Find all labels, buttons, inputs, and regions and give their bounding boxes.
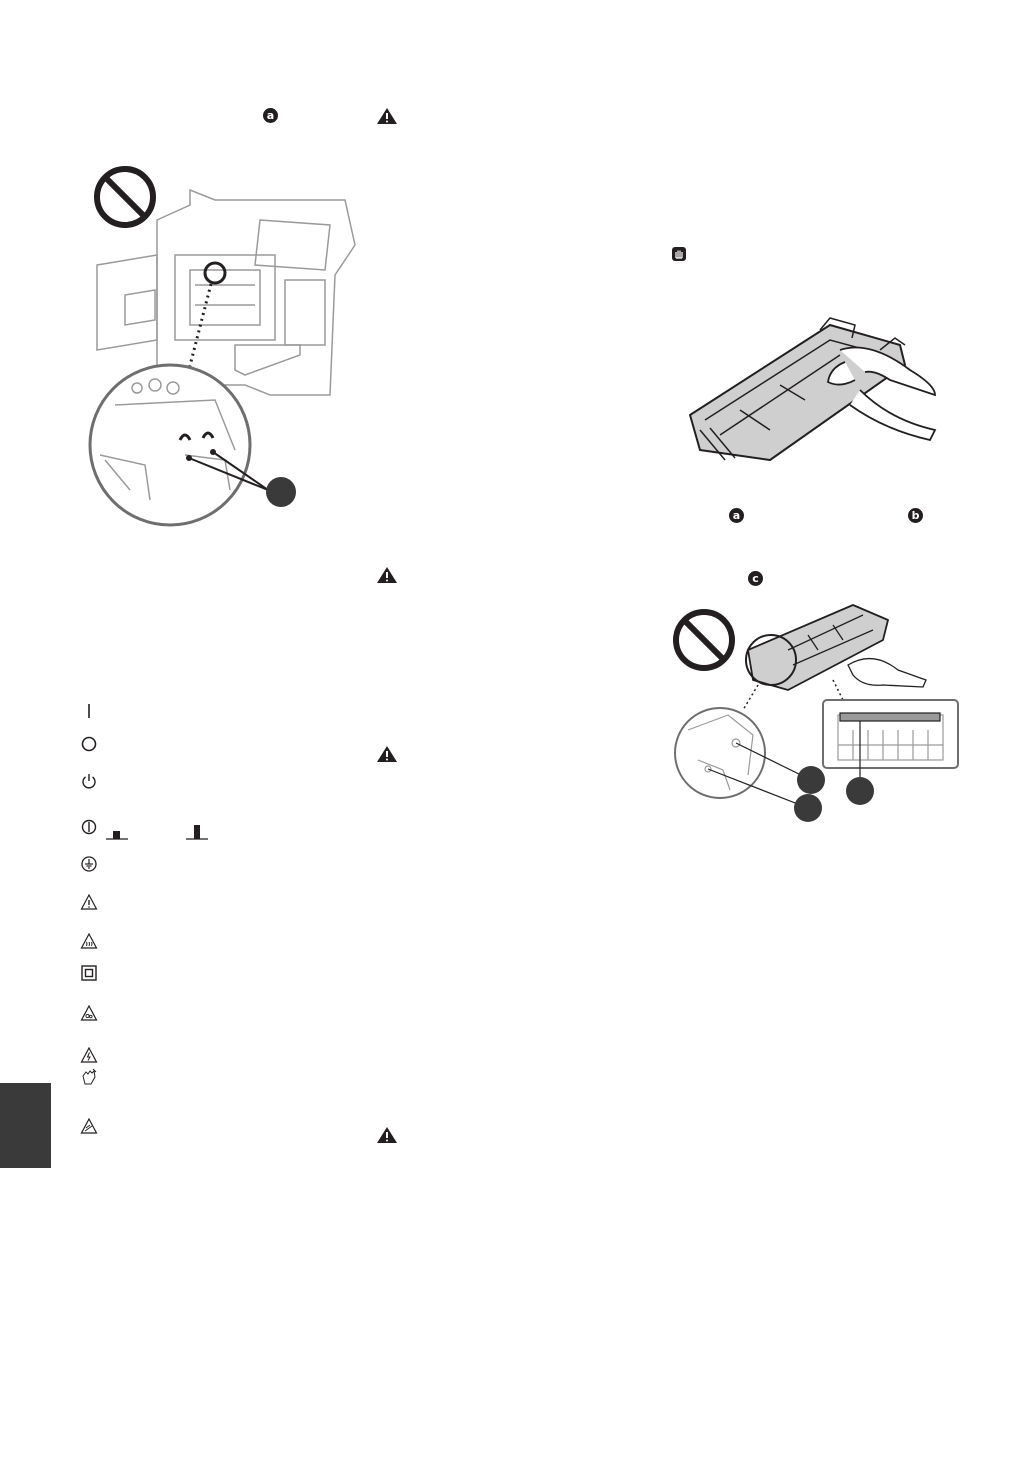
hand-caution-icon bbox=[671, 246, 687, 262]
marker-c: c bbox=[748, 571, 763, 586]
class-ii-icon bbox=[80, 964, 98, 982]
power-off-circle-icon bbox=[80, 735, 98, 753]
section-side-tab bbox=[0, 1083, 51, 1168]
prohibited-sign-icon bbox=[676, 612, 732, 668]
push-push-switch-icon bbox=[80, 818, 98, 836]
callout-circle-a bbox=[266, 477, 296, 507]
switch-position-out-icon bbox=[106, 826, 128, 840]
warning-triangle-icon bbox=[376, 107, 398, 125]
moving-parts-icon bbox=[80, 1004, 98, 1022]
toner-cartridge-held-illustration bbox=[680, 310, 945, 480]
power-on-line-icon bbox=[80, 702, 98, 720]
marker-a-top: a bbox=[263, 108, 278, 123]
hot-surface-icon bbox=[80, 932, 98, 950]
printer-fixing-unit-illustration bbox=[85, 160, 360, 530]
hand-crush-icon bbox=[80, 1068, 98, 1086]
switch-position-in-icon bbox=[186, 824, 208, 840]
general-caution-icon bbox=[80, 893, 98, 911]
protective-earth-icon bbox=[80, 855, 98, 873]
toner-cartridge-do-not-touch-illustration bbox=[668, 595, 963, 825]
electric-shock-icon bbox=[80, 1046, 98, 1064]
warning-triangle-icon bbox=[376, 566, 398, 584]
marker-b-cartridge: b bbox=[908, 508, 923, 523]
warning-triangle-icon bbox=[376, 745, 398, 763]
warning-triangle-icon bbox=[376, 1126, 398, 1144]
marker-a-cartridge: a bbox=[729, 508, 744, 523]
standby-icon bbox=[80, 772, 98, 790]
prohibited-sign-icon bbox=[97, 169, 153, 225]
sharp-edge-icon bbox=[80, 1117, 98, 1135]
